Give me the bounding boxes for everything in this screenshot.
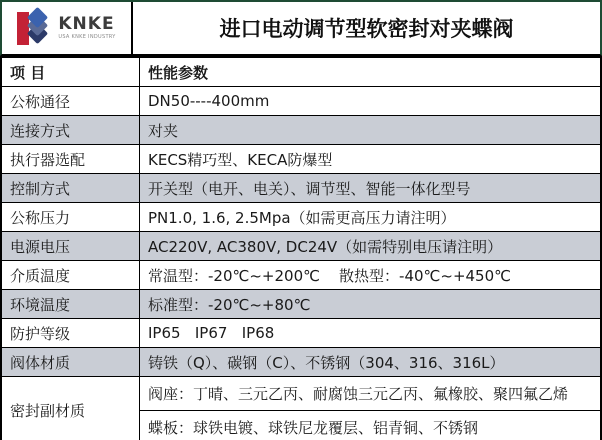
row-value: 对夹	[140, 116, 602, 145]
table-row	[1, 319, 601, 348]
page-title: 进口电动调节型软密封对夹蝶阀	[219, 17, 514, 41]
row-label: 防护等级	[1, 319, 140, 348]
row-value: 标准型：-20℃~+80℃	[140, 290, 602, 319]
column-header-item: 项 目	[1, 57, 140, 87]
row-label: 连接方式	[1, 116, 140, 145]
row-value: 蝶板：球铁电镀、球铁尼龙覆层、铝青铜、不锈钢	[140, 411, 602, 440]
row-value: KECS精巧型、KECA防爆型	[140, 145, 602, 174]
table-row	[1, 203, 601, 232]
row-label: 阀体材质	[1, 348, 140, 377]
row-label: 电源电压	[1, 232, 140, 261]
table-row	[1, 232, 601, 261]
table-row	[1, 174, 601, 203]
table-header-row	[1, 57, 601, 87]
row-value: AC220V, AC380V, DC24V（如需特别电压请注明）	[140, 232, 602, 261]
logo-name: KNKE	[58, 14, 115, 34]
row-label: 介质温度	[1, 261, 140, 290]
row-value: DN50----400mm	[140, 87, 602, 116]
table-row	[1, 290, 601, 319]
header-band	[0, 0, 602, 56]
knke-layers-icon	[17, 8, 53, 48]
table-row	[1, 145, 601, 174]
row-label: 公称压力	[1, 203, 140, 232]
row-value: 阀座：丁晴、三元乙丙、耐腐蚀三元乙丙、氟橡胶、聚四氟乙烯	[140, 377, 602, 411]
table-row	[1, 348, 601, 377]
row-label: 控制方式	[1, 174, 140, 203]
row-value: IP65 IP67 IP68	[140, 319, 602, 348]
row-value: 常温型：-20℃~+200℃ 散热型：-40℃~+450℃	[140, 261, 602, 290]
spec-table	[0, 56, 602, 440]
table-row	[1, 116, 601, 145]
logo-subtext: USA KNKE INDUSTRY	[58, 34, 116, 40]
table-row	[1, 377, 601, 411]
row-value: 开关型（电开、电关）、调节型、智能一体化型号	[140, 174, 602, 203]
logo-text-block	[58, 16, 115, 40]
row-label: 密封副材质	[1, 377, 140, 440]
table-row	[1, 261, 601, 290]
column-header-params: 性能参数	[140, 57, 602, 87]
row-label: 公称通径	[1, 87, 140, 116]
row-label: 环境温度	[1, 290, 140, 319]
row-value: PN1.0, 1.6, 2.5Mpa（如需更高压力请注明）	[140, 203, 602, 232]
table-row	[1, 87, 601, 116]
row-value: 铸铁（Q）、碳钢（C）、不锈钢（304、316、316L）	[140, 348, 602, 377]
row-label: 执行器选配	[1, 145, 140, 174]
logo	[2, 2, 133, 54]
